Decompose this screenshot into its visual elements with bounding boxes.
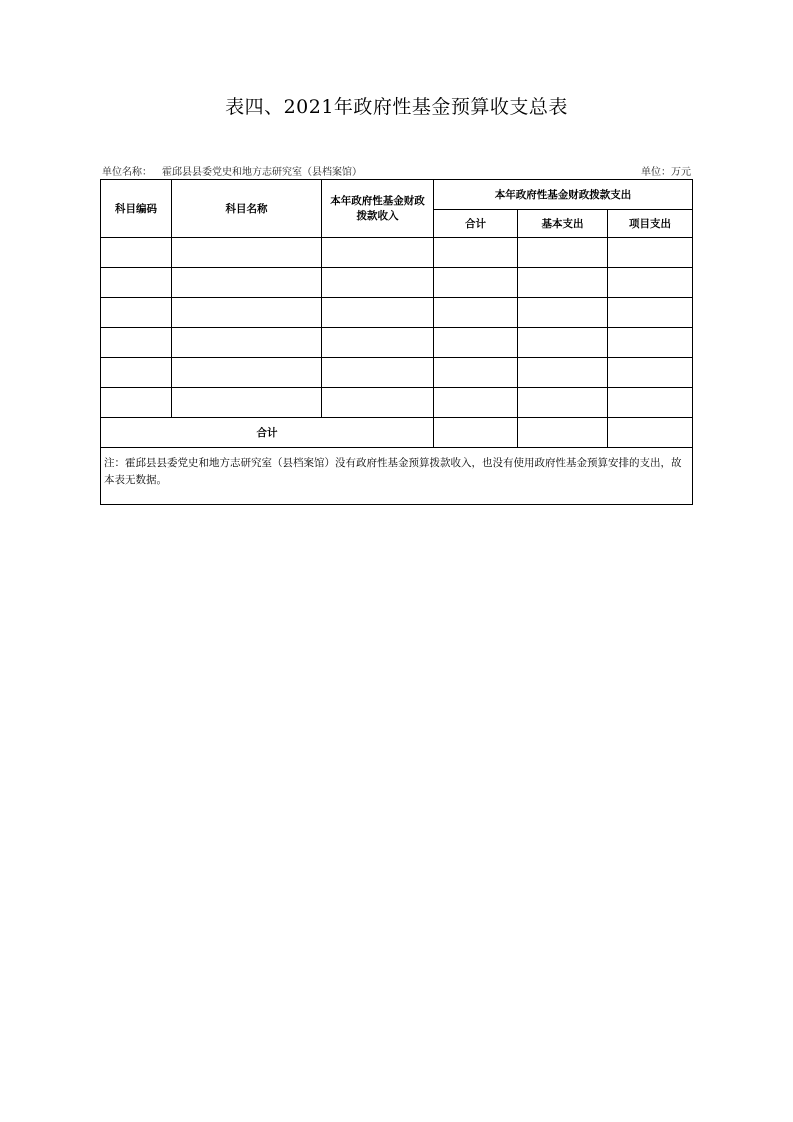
table-cell: [172, 238, 322, 268]
table-cell: [518, 298, 608, 328]
currency-unit: 单位：万元: [641, 167, 691, 178]
total-cell: [608, 418, 693, 448]
table-cell: [608, 328, 693, 358]
table-cell: [172, 268, 322, 298]
table-cell: [101, 298, 172, 328]
table-cell: [101, 268, 172, 298]
table-cell: [172, 298, 322, 328]
table-cell: [322, 268, 434, 298]
table-cell: [172, 358, 322, 388]
table-row: [101, 298, 693, 328]
header-fund-income-text: 本年政府性基金财政拨款收入: [330, 194, 425, 222]
table-cell: [608, 388, 693, 418]
header-fund-income: [322, 180, 434, 238]
table-row: [101, 328, 693, 358]
table-cell: [101, 328, 172, 358]
total-row-label: 合计: [101, 418, 434, 448]
table-body: [101, 238, 693, 418]
note-row: [101, 448, 693, 505]
table-cell: [101, 238, 172, 268]
unit-name-line: [102, 163, 362, 178]
table-cell: [434, 328, 518, 358]
unit-name-label: 单位名称：: [102, 167, 152, 178]
header-total: 合计: [434, 210, 518, 238]
unit-name-value: 霍邱县县委党史和地方志研究室（县档案馆）: [162, 167, 362, 178]
table-cell: [101, 388, 172, 418]
table-note: 注：霍邱县县委党史和地方志研究室（县档案馆）没有政府性基金预算拨款收入，也没有使用政府性基金预算安排的支出，故本表无数据。: [101, 448, 693, 505]
table-row: [101, 238, 693, 268]
header-subject-name: 科目名称: [172, 180, 322, 238]
total-cell: [434, 418, 518, 448]
table-cell: [322, 358, 434, 388]
table-cell: [322, 298, 434, 328]
table-cell: [101, 358, 172, 388]
budget-table: [100, 179, 693, 505]
header-row-top: [101, 180, 693, 210]
table-cell: [518, 388, 608, 418]
total-row: [101, 418, 693, 448]
table-cell: [608, 238, 693, 268]
header-basic-expense: 基本支出: [518, 210, 608, 238]
table-cell: [434, 358, 518, 388]
table-cell: [172, 328, 322, 358]
table-cell: [322, 328, 434, 358]
table-cell: [518, 328, 608, 358]
page-title: 表四、2021年政府性基金预算收支总表: [225, 96, 568, 118]
table-cell: [608, 298, 693, 328]
table-cell: [434, 238, 518, 268]
table-row: [101, 388, 693, 418]
header-fund-expense: 本年政府性基金财政拨款支出: [434, 180, 693, 210]
table-cell: [518, 238, 608, 268]
header-project-expense: 项目支出: [608, 210, 693, 238]
table-cell: [322, 388, 434, 418]
table-cell: [518, 268, 608, 298]
table-cell: [172, 388, 322, 418]
header-subject-code: 科目编码: [101, 180, 172, 238]
table-row: [101, 358, 693, 388]
table-cell: [434, 298, 518, 328]
table-cell: [518, 358, 608, 388]
table-cell: [322, 238, 434, 268]
table-cell: [434, 268, 518, 298]
table-row: [101, 268, 693, 298]
total-cell: [518, 418, 608, 448]
table-cell: [434, 388, 518, 418]
table-cell: [608, 268, 693, 298]
table-cell: [608, 358, 693, 388]
